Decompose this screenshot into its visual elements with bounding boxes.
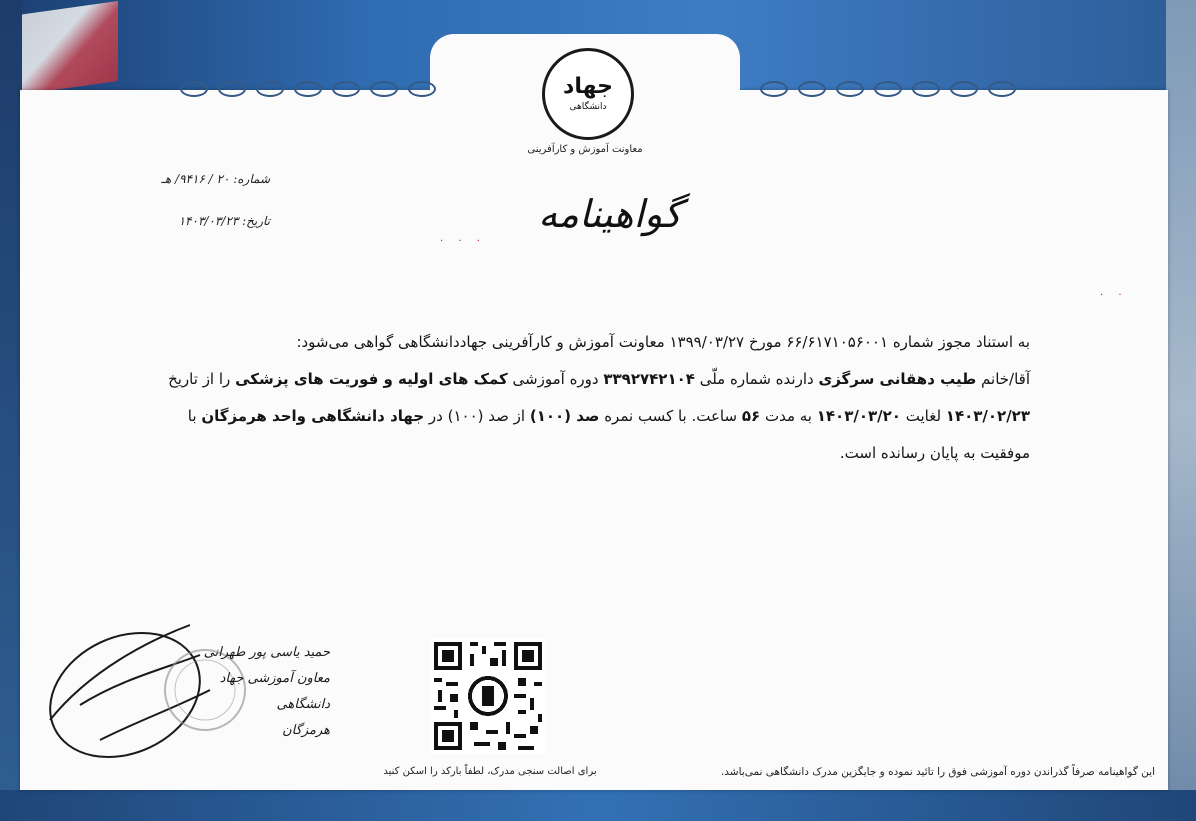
signatory-block [170, 640, 330, 744]
body-line-4: موفقیت به پایان رسانده است. [839, 444, 1030, 462]
certificate-title: گواهینامه [538, 192, 682, 236]
ornament-border-left [180, 78, 436, 100]
certificate-body [150, 324, 1030, 472]
body-line-2: آقا/خانم طیب دهقانی سرگزی دارنده شماره ملّی ۳۳۹۲۷۴۲۱۰۴ دوره آموزشی کمک های اولیه و فوریت های پزشکی را از تاریخ [168, 370, 1030, 388]
course-hours: ۵۶ [741, 407, 761, 425]
signatory-name: حمید یاسی پور طهرانی [203, 645, 330, 660]
score: صد (۱۰۰) [529, 407, 600, 425]
signatory-unit: هرمزگان [282, 723, 330, 738]
qr-caption: برای اصالت سنجی مدرک، لطفاً بارکد را اسکن کنید [383, 766, 597, 777]
signatory-role: معاون آموزشی جهاد دانشگاهی [219, 671, 330, 712]
jahad-logo [542, 48, 634, 140]
ornament-border-right [760, 78, 1016, 100]
certificate-number: شماره: ۲۰ / ۹۴۱۶/ هـ [161, 172, 270, 186]
scan-frame-right [1166, 0, 1196, 821]
start-date: ۱۴۰۳/۰۲/۲۳ [945, 407, 1030, 425]
logo-subtitle: دانشگاهی [569, 102, 607, 112]
course-name: کمک های اولیه و فوریت های پزشکی [235, 370, 508, 388]
verification-qr-code[interactable] [430, 638, 546, 754]
scan-frame-bottom [0, 790, 1196, 821]
issuing-unit: جهاد دانشگاهی واحد هرمزگان [201, 407, 425, 425]
ink-speckles: · · · [440, 236, 486, 247]
certificate-date: تاریخ: ۱۴۰۳/۰۳/۲۳ [178, 214, 270, 228]
flag-corner [18, 1, 118, 95]
end-date: ۱۴۰۳/۰۳/۲۰ [816, 407, 901, 425]
ink-speckles: · · [1100, 290, 1128, 301]
logo-word: جهاد [563, 74, 613, 99]
footer-disclaimer: این گواهینامه صرفاً گذراندن دوره آموزشی فوق را تائید نموده و جایگزین مدرک دانشگاهی نمی‌باشد. [720, 766, 1155, 778]
logo-caption: معاونت آموزش و کارآفرینی [527, 144, 643, 155]
holder-name: طیب دهقانی سرگزی [818, 370, 977, 388]
scan-frame-left [0, 0, 22, 821]
body-line-1: به استناد مجوز شماره ۶۶/۶۱۷۱۰۵۶۰۰۱ مورخ ۱۳۹۹/۰۳/۲۷ معاونت آموزش و کارآفرینی جهاددانشگاهی گواهی می‌شود: [296, 333, 1030, 351]
national-id: ۳۳۹۲۷۴۲۱۰۴ [603, 370, 695, 388]
body-line-3: ۱۴۰۳/۰۲/۲۳ لغایت ۱۴۰۳/۰۳/۲۰ به مدت ۵۶ ساعت. با کسب نمره صد (۱۰۰) از صد (۱۰۰) در جهاد دانشگاهی واحد هرمزگان با [187, 407, 1030, 425]
